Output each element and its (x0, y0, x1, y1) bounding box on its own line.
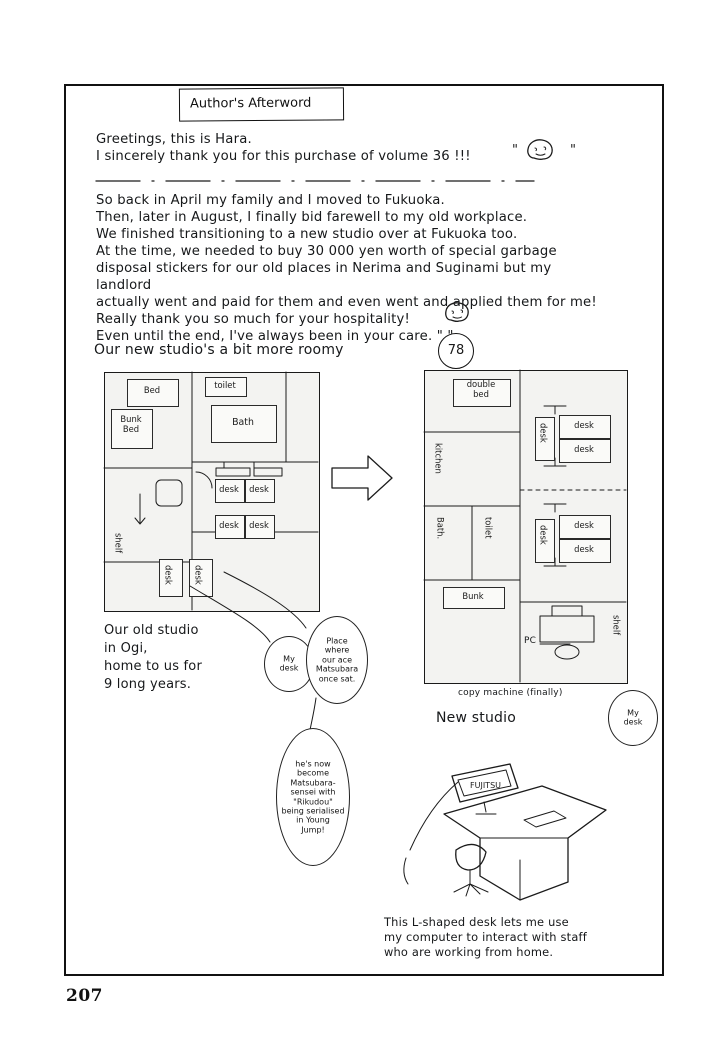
body-line-3: We finished transitioning to a new studio over at Fukuoka too. (96, 227, 518, 242)
new-label-desk-1: desk (574, 420, 594, 430)
old-label-shelf: shelf (113, 533, 124, 554)
old-studio-caption-line-1: Our old studio (104, 623, 199, 638)
old-label-desk-5: desk (163, 565, 174, 585)
page-number: 207 (66, 986, 103, 1006)
old-studio-caption-line-4: 9 long years. (104, 677, 192, 692)
desk-caption-line-3: who are working from home. (384, 945, 554, 959)
new-label-double-bed: double bed (466, 379, 496, 399)
desk-caption-line-1: This L-shaped desk lets me use (384, 915, 569, 929)
monitor-brand-label: FUJITSU (470, 781, 501, 790)
body-line-7: Really thank you so much for your hospitality! (96, 312, 410, 327)
afterword-title-box (179, 87, 344, 121)
new-label-bunk: Bunk (462, 591, 484, 601)
afterword-title: Author's Afterword (189, 95, 312, 112)
new-label-desk-2: desk (574, 444, 594, 454)
circled-number (438, 333, 474, 369)
bubble-matsubara-seat (306, 616, 368, 704)
svg-text:": " (570, 143, 576, 158)
old-label-desk-1: desk (219, 484, 239, 494)
body-line-5: disposal stickers for our old places in Nerima and Suginami but my landlord (96, 261, 552, 293)
transition-arrow-icon (330, 452, 394, 504)
roomy-caption: Our new studio's a bit more roomy (94, 342, 344, 358)
old-label-bath: Bath (232, 417, 254, 428)
new-label-desk-3: desk (574, 520, 594, 530)
new-label-shelf: shelf (611, 615, 622, 636)
svg-text:": " (512, 143, 518, 158)
bubble-matsubara-note (276, 728, 350, 866)
old-studio-caption-line-2: in Ogi, (104, 641, 148, 656)
new-label-desk-4: desk (574, 544, 594, 554)
greeting-line-2: I sincerely thank you for this purchase of volume 36 !!! (96, 149, 471, 164)
old-label-toilet: toilet (214, 380, 236, 390)
old-label-bed: Bed (143, 385, 161, 395)
body-text (96, 192, 606, 345)
new-label-bath: Bath. (435, 517, 446, 540)
pc-leader-line (540, 636, 582, 652)
body-line-8: Even until the end, I've always been in your care. " " (96, 329, 454, 344)
bubble-matsubara-seat-text: Place where our ace Matsubara once sat. (315, 636, 359, 684)
old-label-desk-4: desk (249, 520, 269, 530)
l-shaped-desk-illustration (392, 754, 622, 904)
new-label-desk-side-1: desk (538, 423, 549, 443)
new-label-toilet: toilet (483, 517, 494, 539)
new-studio-caption: New studio (436, 710, 516, 726)
bubble-my-desk-new-text: My desk (623, 708, 643, 727)
bubble-my-desk-old-text: My desk (279, 654, 299, 673)
body-line-2: Then, later in August, I finally bid farewell to my old workplace. (96, 210, 528, 225)
old-label-desk-6: desk (193, 565, 204, 585)
body-line-1: So back in April my family and I moved to Fukuoka. (96, 193, 445, 208)
old-label-desk-2: desk (249, 484, 269, 494)
greeting-line-1: Greetings, this is Hara. (96, 132, 252, 147)
section-divider (96, 176, 536, 186)
circled-number-value: 78 (447, 343, 465, 358)
copy-machine-caption: copy machine (finally) (458, 688, 563, 698)
body-line-4: At the time, we needed to buy 30 000 yen worth of special garbage (96, 244, 557, 259)
old-label-bunk-bed: Bunk Bed (120, 414, 142, 434)
pc-label: PC (524, 636, 537, 646)
body-line-6: actually went and paid for them and even went and applied them for me! (96, 295, 597, 310)
ghost-doodle-2 (440, 300, 476, 326)
old-studio-caption (104, 622, 202, 694)
new-label-kitchen: kitchen (433, 443, 444, 474)
new-label-desk-side-2: desk (538, 525, 549, 545)
ghost-doodle-1 (512, 136, 582, 170)
desk-caption-line-2: my computer to interact with staff (384, 930, 587, 944)
greeting-block (96, 131, 516, 165)
bubble-my-desk-new (608, 690, 658, 746)
old-studio-caption-line-3: home to us for (104, 659, 202, 674)
desk-caption (384, 915, 634, 960)
old-label-desk-3: desk (219, 520, 239, 530)
bubble-matsubara-note-text: he's now become Matsubara- sensei with "Rikudou" being serialised in Young Jump! (281, 759, 345, 835)
